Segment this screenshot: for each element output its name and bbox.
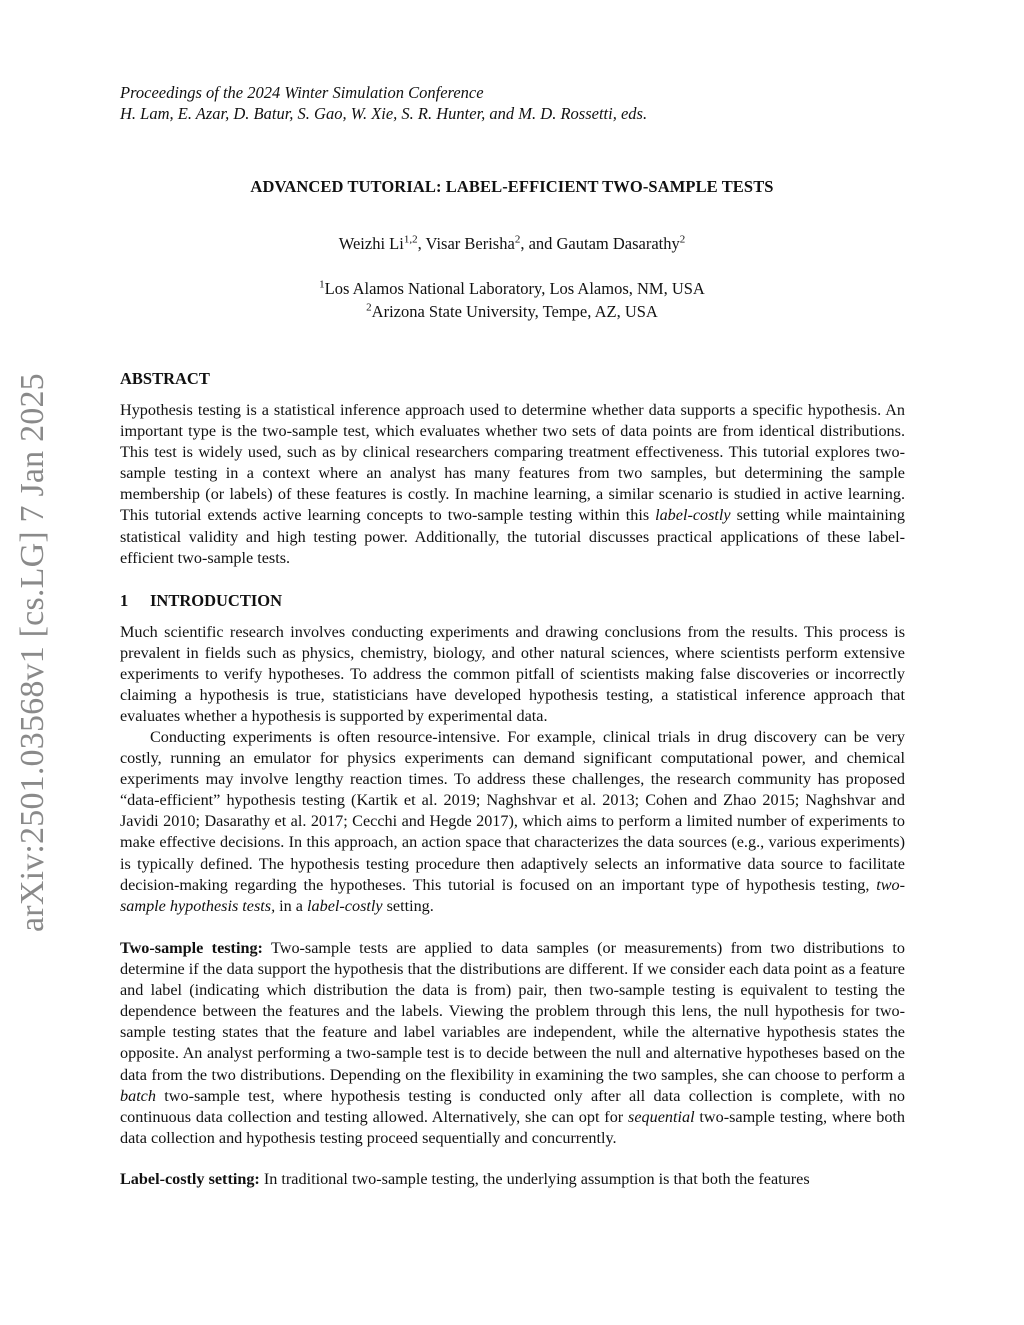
abstract-heading: ABSTRACT	[120, 369, 210, 388]
affiliation: $^2$Arizona State University, Tempe, AZ, USA	[366, 301, 658, 321]
author-name: , and Gautam Dasarathy	[520, 234, 680, 253]
conference-header	[120, 82, 920, 124]
intro-paragraph-two-sample: Two-sample testing: Two-sample tests are applied to data samples (or measurements) from two distributions to determine if the data support the hypothesis that the distributions are different. If we consider each data point as a feature and label (indicating which distribution the data is from) pair, then two-sample testing is equivalent to testing the dependence between the features and the labels. Viewing the problem through this lens, the null hypothesis for two-sample testing states that the feature and label variables are independent, while the alternative hypothesis states the opposite. An analyst performing a two-sample test is to decide between the null and alternative hypotheses based on the data from the two distributions. Depending on the flexibility in examining the two samples, she can choose to perform a batch two-sample test, where hypothesis testing is conducted only after all data collection is complete, with no continuous data collection and testing allowed. Alternatively, she can opt for sequential two-sample testing, where both data collection and hypothesis testing proceed sequentially and concurrently.	[120, 939, 906, 1147]
paper-title: ADVANCED TUTORIAL: LABEL-EFFICIENT TWO-SAMPLE TESTS	[250, 177, 774, 196]
intro-paragraph-1: Much scientific research involves conducting experiments and drawing conclusions from the results. This process is prevalent in fields such as physics, chemistry, biology, and other natural sciences, where scientists perform extensive experiments to verify hypotheses. To address the common pitfall of scientists making false discoveries or incorrectly claiming a hypothesis is true, statisticians have developed hypothesis testing, a statistical inference approach that evaluates whether a hypothesis is supported by experimental data.	[120, 623, 905, 726]
author-affil-mark: 2	[679, 233, 686, 246]
author-affil-mark: 2	[514, 233, 521, 246]
editors-line: H. Lam, E. Azar, D. Batur, S. Gao, W. Xie, S. R. Hunter, and M. D. Rossetti, eds.	[120, 104, 648, 123]
author-name: , Visar Berisha	[417, 234, 515, 253]
abstract-text: Hypothesis testing is a statistical inference approach used to determine whether data supports a specific hypothesis. An important type is the two-sample test, which evaluates whether two sets of data points are from identical distributions. This test is widely used, such as by clinical researchers comparing treatment effectiveness. This tutorial explores two-sample testing in a context where an analyst has many features from two samples, but determining the sample membership (or labels) of these features is costly. In machine learning, a similar scenario is studied in active learning. This tutorial extends active learning concepts to two-sample testing within this label-costly setting while maintaining statistical validity and high testing power. Additionally, the tutorial discusses practical applications of these label-efficient two-sample tests.	[120, 401, 905, 567]
author-list	[120, 234, 904, 254]
arxiv-identifier: arXiv:2501.03568v1 [cs.LG] 7 Jan 2025	[14, 373, 51, 932]
proceedings-line: Proceedings of the 2024 Winter Simulation Conference	[120, 83, 484, 102]
section-number: 1	[120, 591, 129, 610]
affiliation: $^1$Los Alamos National Laboratory, Los Alamos, NM, USA	[319, 278, 705, 298]
author-affil-mark: 1,2	[403, 233, 418, 246]
paragraph-lead: Two-sample testing:	[120, 939, 263, 957]
paragraph-lead: Label-costly setting:	[120, 1170, 260, 1188]
intro-paragraph-label-costly: Label-costly setting: In traditional two-sample testing, the underlying assumption is that both the features	[120, 1170, 810, 1188]
introduction-heading	[120, 591, 282, 611]
author-name: Weizhi Li	[338, 234, 404, 253]
section-title: INTRODUCTION	[150, 591, 283, 610]
affiliations	[120, 277, 904, 323]
intro-paragraph-2: Conducting experiments is often resource-intensive. For example, clinical trials in drug discovery can be very costly, running an emulator for physics experiments can demand significant computational power, and chemical experiments may involve lengthy reaction times. To address these challenges, the research community has proposed “data-efficient” hypothesis testing (Kartik et al. 2019; Naghshvar et al. 2013; Cohen and Zhao 2015; Naghshvar and Javidi 2010; Dasarathy et al. 2017; Cecchi and Hegde 2017), which aims to perform a limited number of experiments to make effective decisions. In this approach, an action space that characterizes the data sources (e.g., various experiments) is typically defined. The hypothesis testing procedure then adaptively selects an informative data source to facilitate decision-making regarding the hypotheses. This tutorial is focused on an important type of hypothesis testing, two-sample hypothesis tests, in a label-costly setting.	[120, 728, 905, 915]
